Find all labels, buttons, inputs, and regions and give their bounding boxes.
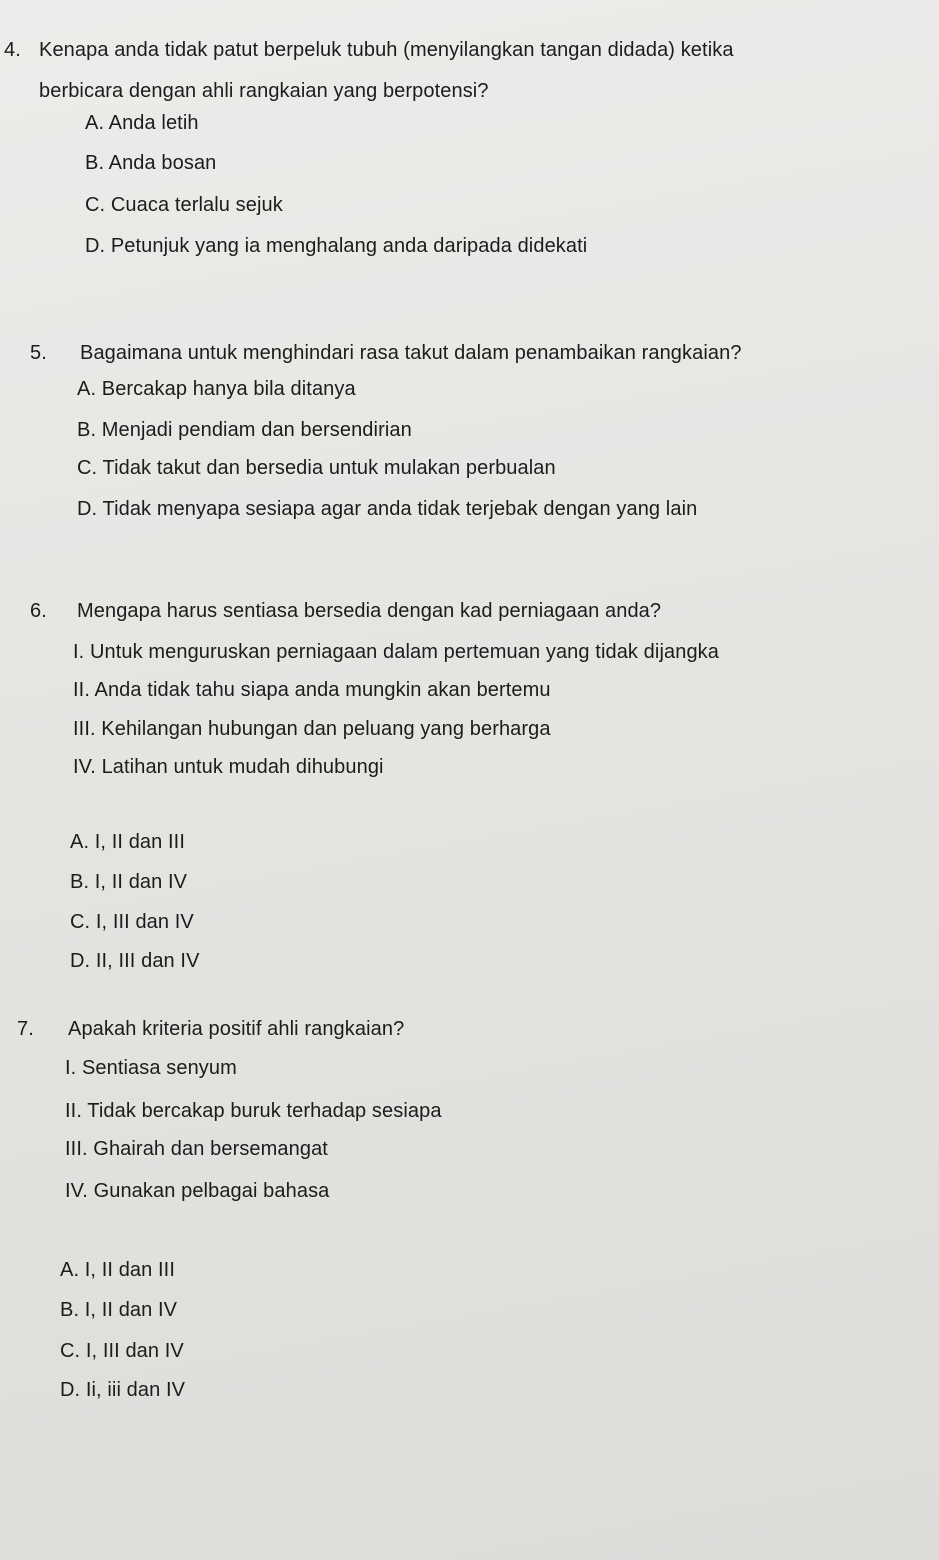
question-7-number: 7.: [17, 1018, 34, 1040]
question-4-option-d: D. Petunjuk yang ia menghalang anda daripada didekati: [85, 235, 588, 257]
question-4-text-line2: berbicara dengan ahli rangkaian yang berpotensi?: [39, 80, 489, 102]
question-7-statement-4: IV. Gunakan pelbagai bahasa: [65, 1180, 330, 1202]
question-7-text-line1: Apakah kriteria positif ahli rangkaian?: [68, 1018, 405, 1040]
question-5-option-d: D. Tidak menyapa sesiapa agar anda tidak terjebak dengan yang lain: [77, 498, 698, 520]
question-6-option-b: B. I, II dan IV: [70, 871, 188, 893]
question-5-option-c: C. Tidak takut dan bersedia untuk mulakan perbualan: [77, 457, 556, 479]
question-5-number: 5.: [30, 342, 47, 364]
question-6-statement-2: II. Anda tidak tahu siapa anda mungkin akan bertemu: [73, 679, 551, 701]
question-7-statement-3: III. Ghairah dan bersemangat: [65, 1138, 328, 1160]
question-6-option-a: A. I, II dan III: [70, 831, 185, 853]
question-7-statement-2: II. Tidak bercakap buruk terhadap sesiapa: [65, 1100, 442, 1122]
question-6-text-line1: Mengapa harus sentiasa bersedia dengan kad perniagaan anda?: [77, 600, 662, 622]
question-6-option-d: D. II, III dan IV: [70, 950, 200, 972]
question-6-statement-3: III. Kehilangan hubungan dan peluang yang berharga: [73, 718, 551, 740]
question-7-option-a: A. I, II dan III: [60, 1259, 175, 1281]
question-6-number: 6.: [30, 600, 47, 622]
question-7-option-b: B. I, II dan IV: [60, 1299, 178, 1321]
question-4-option-a: A. Anda letih: [85, 112, 199, 134]
question-4-number: 4.: [4, 39, 21, 61]
question-7-option-c: C. I, III dan IV: [60, 1340, 184, 1362]
question-7-statement-1: I. Sentiasa senyum: [65, 1057, 237, 1079]
question-5-option-b: B. Menjadi pendiam dan bersendirian: [77, 419, 412, 441]
question-4-text-line1: Kenapa anda tidak patut berpeluk tubuh (menyilangkan tangan didada) ketika: [39, 39, 734, 61]
question-6-statement-1: I. Untuk menguruskan perniagaan dalam pertemuan yang tidak dijangka: [73, 641, 719, 663]
question-7-option-d: D. Ii, iii dan IV: [60, 1379, 186, 1401]
question-4-option-b: B. Anda bosan: [85, 152, 217, 174]
question-4-option-c: C. Cuaca terlalu sejuk: [85, 194, 283, 216]
question-6-option-c: C. I, III dan IV: [70, 911, 194, 933]
question-5-text-line1: Bagaimana untuk menghindari rasa takut dalam penambaikan rangkaian?: [80, 342, 742, 364]
question-5-option-a: A. Bercakap hanya bila ditanya: [77, 378, 356, 400]
question-6-statement-4: IV. Latihan untuk mudah dihubungi: [73, 756, 384, 778]
